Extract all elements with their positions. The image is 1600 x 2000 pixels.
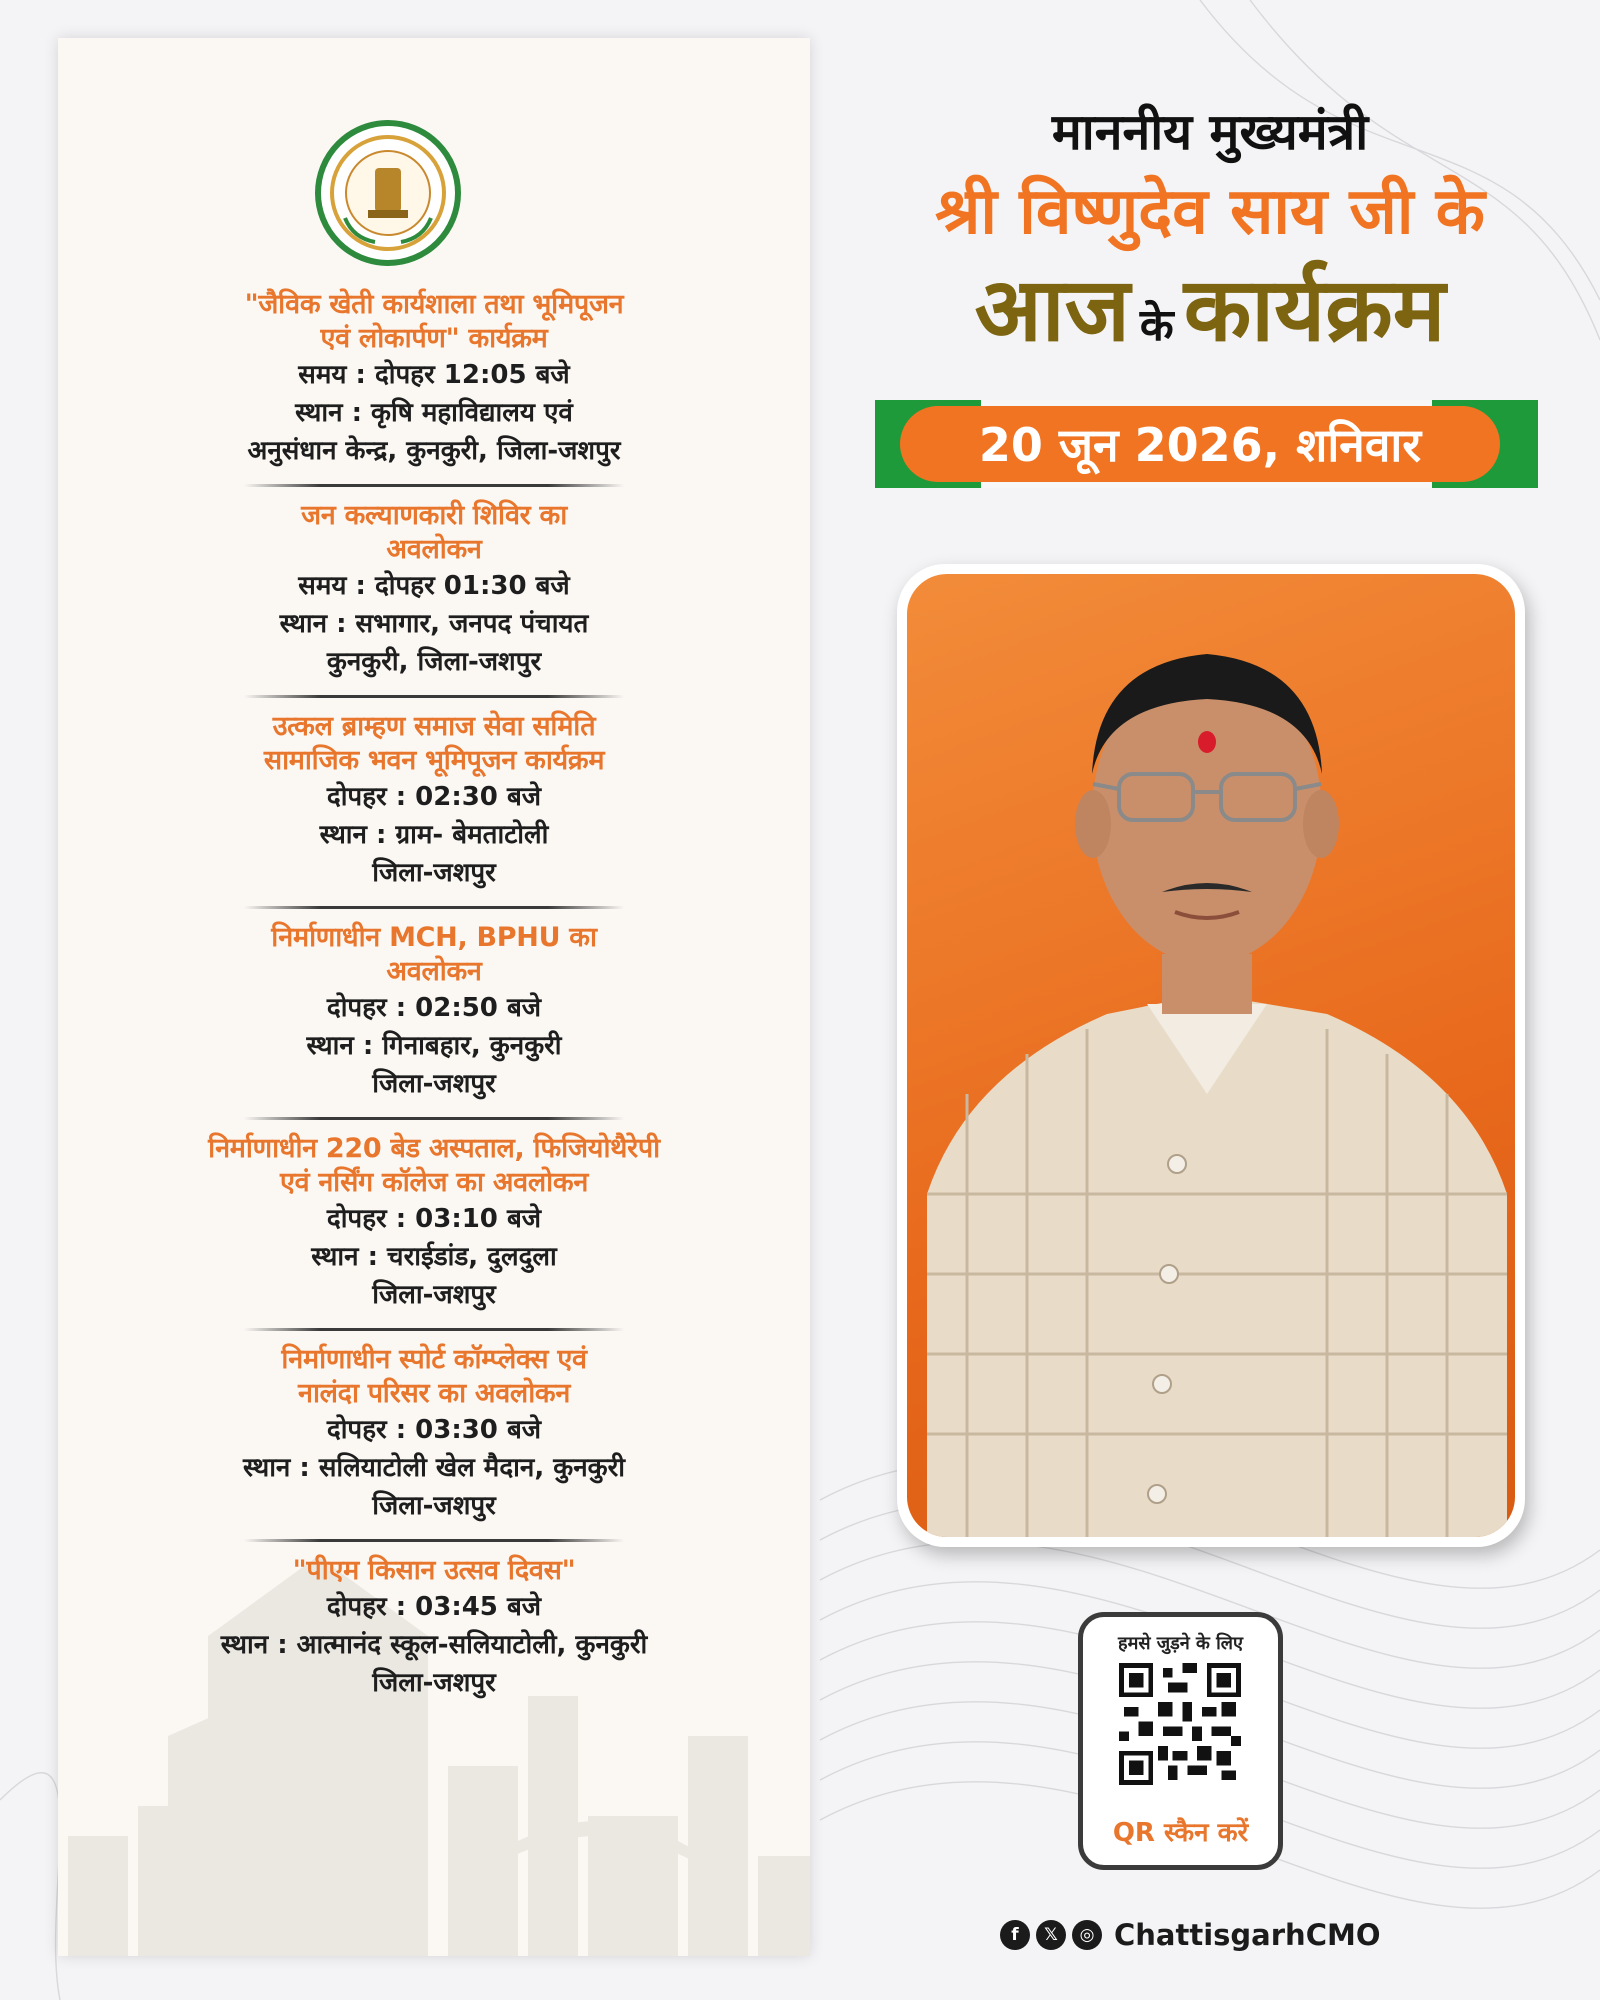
- header-today: आज: [974, 258, 1130, 361]
- event-separator: [244, 906, 624, 909]
- chhattisgarh-govt-emblem: [313, 118, 463, 268]
- event-time: दोपहर : 03:45 बजे: [326, 1592, 542, 1622]
- event-venue: स्थान : चराईडांड, दुलदुला: [311, 1242, 557, 1272]
- event-separator: [244, 484, 624, 487]
- event-venue: स्थान : सलियाटोली खेल मैदान, कुनकुरी: [242, 1453, 625, 1483]
- event-venue-cont: जिला-जशपुर: [372, 1491, 496, 1521]
- event-title: "पीएम किसान उत्सव दिवस": [292, 1555, 576, 1586]
- event-title: निर्माणाधीन MCH, BPHU का अवलोकन: [271, 922, 597, 987]
- event-venue-cont: जिला-जशपुर: [372, 858, 496, 888]
- event-venue: स्थान : गिनाबहार, कुनकुरी: [306, 1031, 562, 1061]
- event-venue-cont: जिला-जशपुर: [372, 1069, 496, 1099]
- date-banner: [875, 400, 1538, 488]
- event-title: उत्कल ब्राम्हण समाज सेवा समिति सामाजिक भवन भूमिपूजन कार्यक्रम: [263, 711, 605, 776]
- social-handles: [1000, 1918, 1381, 1952]
- header-program-title: [860, 260, 1560, 385]
- event-item-4: [58, 921, 810, 1103]
- event-title: निर्माणाधीन 220 बेड अस्पताल, फिजियोथैरेपी एवं नर्सिंग कॉलेज का अवलोकन: [208, 1133, 660, 1198]
- header-programs: कार्यक्रम: [1183, 258, 1446, 361]
- event-venue: स्थान : सभागार, जनपद पंचायत: [279, 609, 589, 639]
- portrait-frame: [897, 564, 1525, 1547]
- event-venue: स्थान : आत्मानंद स्कूल-सलियाटोली, कुनकुरी: [220, 1630, 648, 1660]
- event-title: "जैविक खेती कार्यशाला तथा भूमिपूजन एवं लोकार्पण" कार्यक्रम: [244, 289, 624, 354]
- chief-minister-portrait: [907, 574, 1515, 1537]
- event-time: दोपहर : 02:30 बजे: [326, 782, 542, 812]
- date-label: 20 जून 2026, शनिवार: [900, 406, 1500, 482]
- event-item-5: [58, 1132, 810, 1314]
- event-venue: स्थान : ग्राम- बेमताटोली: [319, 820, 549, 850]
- event-item-1: [58, 288, 810, 470]
- event-time: समय : दोपहर 12:05 बजे: [298, 360, 570, 390]
- header-of: के: [1139, 300, 1174, 351]
- event-separator: [244, 1117, 624, 1120]
- event-separator: [244, 1539, 624, 1542]
- qr-caption-bottom: QR स्कैन करें: [1112, 1818, 1249, 1848]
- event-venue-cont: अनुसंधान केन्द्र, कुनकुरी, जिला-जशपुर: [247, 436, 621, 466]
- event-item-3: [58, 710, 810, 892]
- event-venue: स्थान : कृषि महाविद्यालय एवं: [295, 398, 573, 428]
- schedule-panel: [58, 38, 810, 1956]
- qr-caption-top: हमसे जुड़ने के लिए: [1118, 1633, 1243, 1654]
- instagram-icon[interactable]: ◎: [1072, 1920, 1102, 1950]
- event-item-7: [58, 1554, 810, 1702]
- qr-card[interactable]: [1078, 1612, 1283, 1870]
- event-title: जन कल्याणकारी शिविर का अवलोकन: [301, 500, 567, 565]
- facebook-icon[interactable]: f: [1000, 1920, 1030, 1950]
- event-venue-cont: जिला-जशपुर: [372, 1280, 496, 1310]
- header-honorific: माननीय मुख्यमंत्री: [1051, 103, 1369, 161]
- event-list: [58, 288, 810, 1702]
- event-time: दोपहर : 02:50 बजे: [326, 993, 542, 1023]
- event-time: दोपहर : 03:30 बजे: [326, 1415, 542, 1445]
- event-item-2: [58, 499, 810, 681]
- qr-code-icon[interactable]: [1119, 1663, 1241, 1785]
- header-name: श्री विष्णुदेव साय जी के: [935, 175, 1485, 249]
- event-separator: [244, 695, 624, 698]
- x-twitter-icon[interactable]: 𝕏: [1036, 1920, 1066, 1950]
- page-header: [860, 100, 1560, 385]
- event-item-6: [58, 1343, 810, 1525]
- event-time: समय : दोपहर 01:30 बजे: [298, 571, 570, 601]
- event-separator: [244, 1328, 624, 1331]
- event-title: निर्माणाधीन स्पोर्ट कॉम्प्लेक्स एवं नालंदा परिसर का अवलोकन: [281, 1344, 587, 1409]
- event-venue-cont: जिला-जशपुर: [372, 1668, 496, 1698]
- event-venue-cont: कुनकुरी, जिला-जशपुर: [326, 647, 542, 677]
- social-handle[interactable]: ChattisgarhCMO: [1114, 1918, 1381, 1952]
- event-time: दोपहर : 03:10 बजे: [326, 1204, 542, 1234]
